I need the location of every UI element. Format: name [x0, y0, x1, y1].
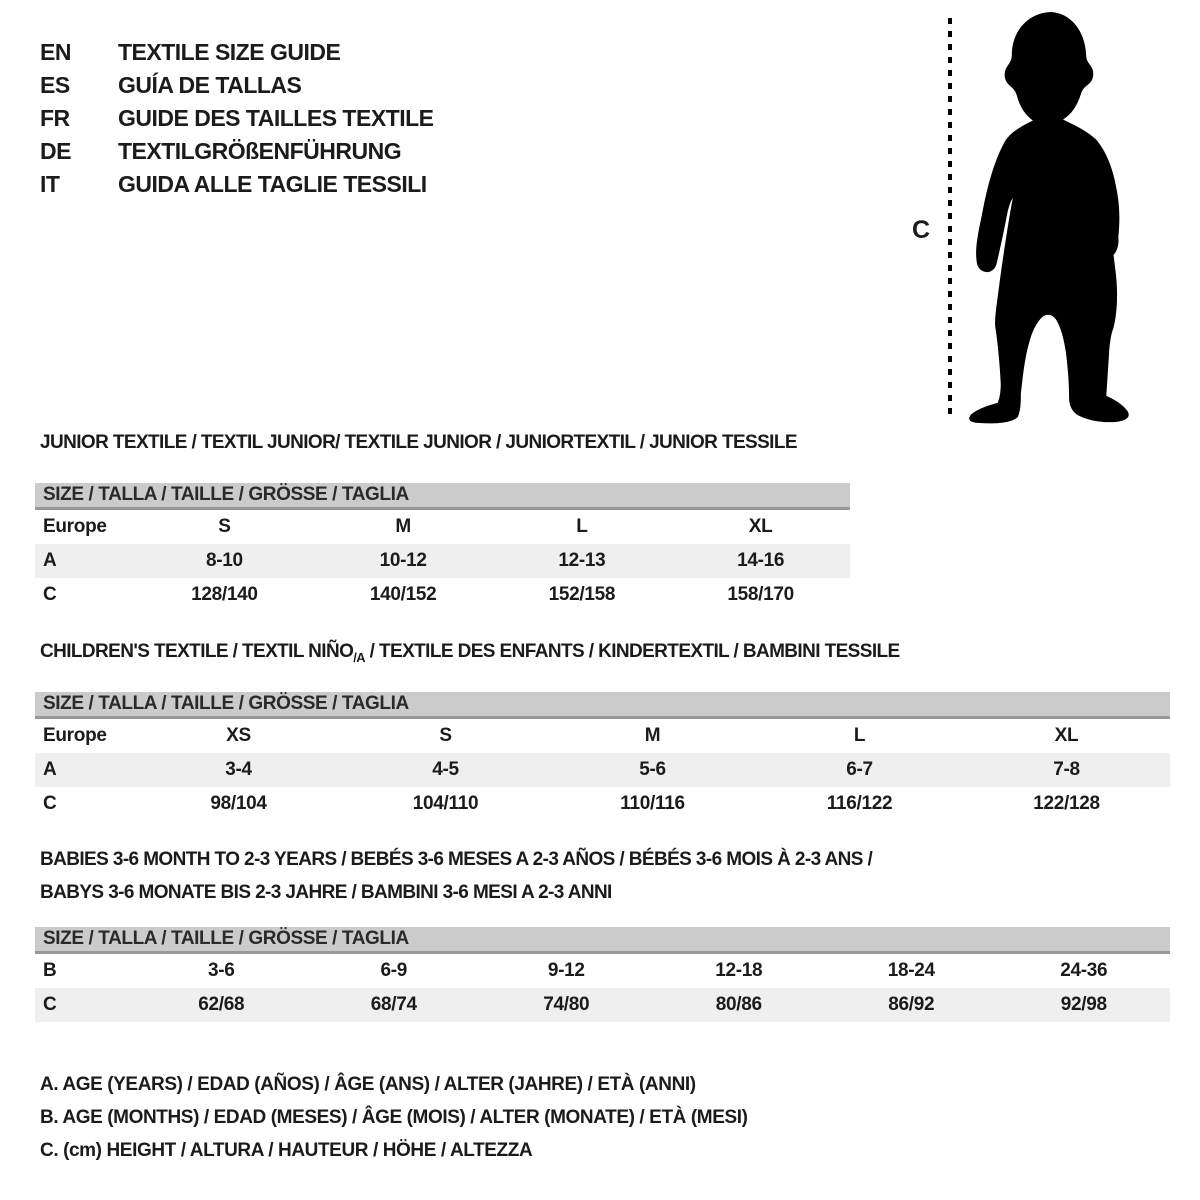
section-heading [35, 432, 850, 454]
heading-text: BABYS 3-6 MONATE BIS 2-3 JAHRE / BAMBINI 3-6 MESI A 2-3 ANNI [40, 882, 612, 903]
language-code: DE [40, 138, 71, 164]
section-childrens-textile [35, 641, 1170, 821]
cell-value: L [853, 725, 866, 746]
cell-value: M [644, 725, 661, 746]
language-code: IT [40, 171, 60, 197]
section-heading-line [40, 432, 850, 454]
heading-text: / TEXTILE DES ENFANTS / KINDERTEXTIL / BAMBINI TESSILE [364, 641, 900, 662]
height-measure-label: C [912, 216, 931, 244]
table-row [35, 988, 1170, 1022]
row-label: Europe [43, 725, 107, 746]
cell-value: 14-16 [737, 550, 785, 571]
row-label: Europe [43, 516, 107, 537]
cell-value: S [439, 725, 452, 746]
guide-title: GUIDA ALLE TAGLIE TESSILI [118, 171, 427, 197]
section-heading-line [40, 641, 1170, 663]
guide-title: TEXTILGRÖßENFÜHRUNG [118, 138, 402, 164]
cell-value: 116/122 [826, 793, 893, 814]
cell-value: 140/152 [369, 584, 437, 605]
cell-value: 6-7 [846, 759, 873, 780]
language-row [40, 36, 434, 69]
cell-value: 12-13 [558, 550, 606, 571]
table-row [35, 753, 1170, 787]
language-row [40, 135, 434, 168]
language-row [40, 102, 434, 135]
guide-title: TEXTILE SIZE GUIDE [118, 39, 341, 65]
language-title-list [40, 36, 434, 201]
cell-value: XL [748, 516, 773, 537]
cell-value: 8-10 [205, 550, 243, 571]
cell-value: XL [1054, 725, 1079, 746]
section-heading [35, 843, 1170, 909]
guide-title: GUIDE DES TAILLES TEXTILE [118, 105, 434, 131]
cell-value: 98/104 [210, 793, 267, 814]
row-label: C [43, 793, 57, 814]
cell-value: L [576, 516, 588, 537]
table-row [35, 578, 850, 612]
row-label: B [43, 960, 57, 981]
heading-subscript: /A [353, 649, 365, 665]
cell-value: 68/74 [370, 994, 417, 1015]
section-heading [35, 641, 1170, 663]
cell-value: 110/116 [620, 793, 685, 814]
language-code: FR [40, 105, 70, 131]
legend-line: C. (cm) HEIGHT / ALTURA / HAUTEUR / HÖHE / ALTEZZA [40, 1139, 533, 1161]
cell-value: 152/158 [548, 584, 616, 605]
cell-value: 24-36 [1060, 960, 1108, 981]
cell-value: 3-4 [225, 759, 252, 780]
row-label: A [43, 550, 57, 571]
row-label: C [43, 584, 57, 605]
table-row [35, 787, 1170, 821]
cell-value: 12-18 [715, 960, 763, 981]
size-table [35, 954, 1170, 1022]
cell-value: 92/98 [1060, 994, 1107, 1015]
legend-line: A. AGE (YEARS) / EDAD (AÑOS) / ÂGE (ANS) / ALTER (JAHRE) / ETÀ (ANNI) [40, 1073, 696, 1095]
table-row [35, 544, 850, 578]
cell-value: 5-6 [639, 759, 666, 780]
cell-value: S [218, 516, 231, 537]
cell-value: 128/140 [191, 584, 258, 605]
size-table [35, 510, 850, 612]
cell-value: 6-9 [380, 960, 408, 981]
language-row [40, 69, 434, 102]
cell-value: 80/86 [715, 994, 762, 1015]
cell-value: 4-5 [432, 759, 459, 780]
legend [40, 1068, 748, 1167]
cell-value: 122/128 [1033, 793, 1100, 814]
size-header-bar: SIZE / TALLA / TAILLE / GRÖSSE / TAGLIA [35, 927, 1170, 954]
size-header-bar: SIZE / TALLA / TAILLE / GRÖSSE / TAGLIA [35, 692, 1170, 719]
table-row [35, 510, 850, 544]
row-label: A [43, 759, 57, 780]
heading-text: BABIES 3-6 MONTH TO 2-3 YEARS / BEBÉS 3-6 MESES A 2-3 AÑOS / BÉBÉS 3-6 MOIS À 2-3 ANS / [40, 849, 873, 870]
cell-value: 3-6 [207, 960, 235, 981]
toddler-silhouette-icon [962, 12, 1144, 424]
guide-title: GUÍA DE TALLAS [118, 72, 302, 98]
size-header-bar: SIZE / TALLA / TAILLE / GRÖSSE / TAGLIA [35, 483, 850, 510]
cell-value: 74/80 [543, 994, 590, 1015]
section-heading-line [40, 876, 1170, 909]
cell-value: 18-24 [887, 960, 935, 981]
heading-text: CHILDREN'S TEXTILE / TEXTIL NIÑO [40, 641, 354, 662]
section-babies-textile [35, 843, 1170, 1022]
cell-value: XS [226, 725, 251, 746]
size-table [35, 719, 1170, 821]
language-row [40, 168, 434, 201]
table-row [35, 719, 1170, 753]
cell-value: 158/170 [727, 584, 794, 605]
table-row [35, 954, 1170, 988]
section-junior-textile [35, 432, 850, 612]
cell-value: 9-12 [547, 960, 585, 981]
section-heading-line [40, 843, 1170, 876]
cell-value: M [395, 516, 411, 537]
cell-value: 104/110 [412, 793, 479, 814]
cell-value: 10-12 [379, 550, 427, 571]
legend-line: B. AGE (MONTHS) / EDAD (MESES) / ÂGE (MOIS) / ALTER (MONATE) / ETÀ (MESI) [40, 1106, 748, 1128]
language-code: ES [40, 72, 70, 98]
cell-value: 86/92 [888, 994, 935, 1015]
row-label: C [43, 994, 57, 1015]
heading-text: JUNIOR TEXTILE / TEXTIL JUNIOR/ TEXTILE JUNIOR / JUNIORTEXTIL / JUNIOR TESSILE [40, 432, 797, 453]
cell-value: 62/68 [198, 994, 245, 1015]
language-code: EN [40, 39, 71, 65]
cell-value: 7-8 [1053, 759, 1080, 780]
height-measure-dashed-line [948, 18, 952, 416]
